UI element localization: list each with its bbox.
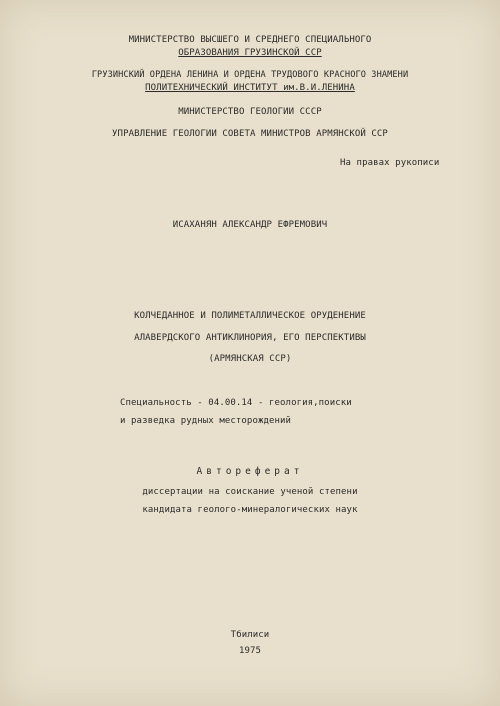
specialty-line1: Специальность - 04.00.14 - геология,поиски	[120, 398, 352, 408]
title-line3: (АРМЯНСКАЯ ССР)	[208, 354, 292, 364]
author-name: ИСАХАНЯН АЛЕКСАНДР ЕФРЕМОВИЧ	[172, 220, 328, 230]
header-institute-line2: ПОЛИТЕХНИЧЕСКИЙ ИНСТИТУТ им.В.И.ЛЕНИНА	[145, 83, 355, 93]
footer-city: Тбилиси	[230, 630, 270, 640]
abstract-label: Автореферат	[196, 466, 304, 477]
footer-year: 1975	[238, 646, 262, 656]
specialty-line2: и разведка рудных месторождений	[120, 416, 292, 426]
title-line1: КОЛЧЕДАННОЕ И ПОЛИМЕТАЛЛИЧЕСКОЕ ОРУДЕНЕНИЕ	[134, 311, 366, 321]
abstract-line2: кандидата геолого-минералогических наук	[142, 505, 358, 515]
title-line2: АЛАВЕРДСКОГО АНТИКЛИНОРИЯ, ЕГО ПЕРСПЕКТИВЫ	[134, 333, 366, 343]
header-ministry-geology: МИНИСТЕРСТВО ГЕОЛОГИИ СССР	[178, 107, 322, 117]
header-ministry-line2: ОБРАЗОВАНИЯ ГРУЗИНСКОЙ ССР	[178, 48, 322, 58]
header-geology-administration: УПРАВЛЕНИЕ ГЕОЛОГИИ СОВЕТА МИНИСТРОВ АРМЯНСКОЙ ССР	[112, 129, 388, 139]
rights-note: На правах рукописи	[340, 158, 440, 168]
abstract-line1: диссертации на соискание ученой степени	[142, 487, 358, 497]
header-institute-line1: ГРУЗИНСКИЙ ОРДЕНА ЛЕНИНА И ОРДЕНА ТРУДОВОГО КРАСНОГО ЗНАМЕНИ	[91, 70, 409, 80]
header-ministry-line1: МИНИСТЕРСТВО ВЫСШЕГО И СРЕДНЕГО СПЕЦИАЛЬНОГО	[128, 35, 372, 45]
